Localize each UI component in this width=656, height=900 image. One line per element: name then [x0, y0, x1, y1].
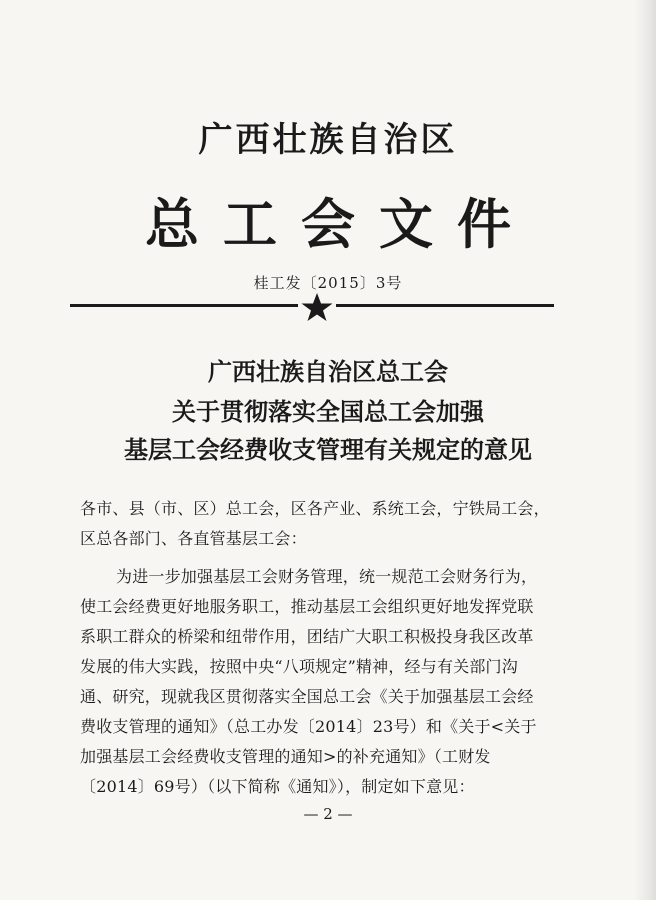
document-title-line-2: 关于贯彻落实全国总工会加强: [172, 397, 484, 426]
document-title-line-1: 广西壮族自治区总工会: [208, 357, 448, 386]
page-number: — 2 —: [303, 805, 353, 823]
addressee-line: 各市、县（市、区）总工会，区各产业、系统工会，宁铁局工会，: [80, 499, 550, 518]
separator-rule-left: [70, 304, 298, 307]
body-line: 为进一步加强基层工会财务管理，统一规范工会财务行为，: [116, 567, 538, 586]
body-line: 通、研究，现就我区贯彻落实全国总工会《关于加强基层工会经: [80, 687, 534, 706]
body-line: 〔2014〕69号）（以下简称《通知》），制定如下意见：: [80, 777, 475, 796]
body-line: 系职工群众的桥梁和纽带作用，团结广大职工积极投身我区改革: [80, 627, 534, 646]
issuer-document-type: 总工会文件: [145, 192, 535, 256]
document-title-line-3: 基层工会经费收支管理有关规定的意见: [124, 435, 532, 464]
issuer-region: 广西壮族自治区: [198, 120, 458, 160]
body-line: 发展的伟大实践，按照中央“八项规定”精神，经与有关部门沟: [80, 657, 518, 676]
addressee: [80, 494, 580, 554]
addressee-line: 区总各部门、各直管基层工会：: [80, 529, 307, 548]
body-line: 加强基层工会经费收支管理的通知>的补充通知》（工财发: [80, 747, 491, 766]
body-line: 费收支管理的通知》（总工办发〔2014〕23号）和《关于<关于: [80, 717, 537, 736]
body-paragraph: [80, 562, 580, 802]
star-icon: [300, 292, 334, 322]
separator-rule-right: [336, 304, 554, 307]
document-number: 桂工发〔2015〕3号: [253, 274, 403, 292]
body-line: 使工会经费更好地服务职工，推动基层工会组织更好地发挥党联: [80, 597, 534, 616]
